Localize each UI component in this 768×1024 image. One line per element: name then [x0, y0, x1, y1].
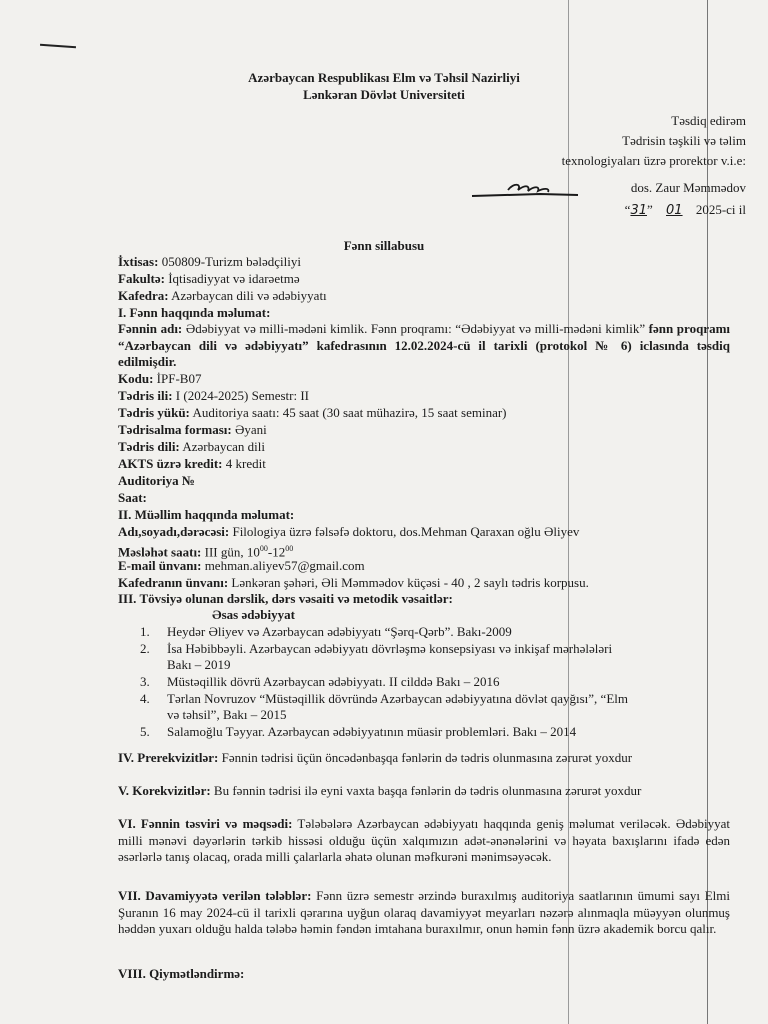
section-6-description: VI. Fənnin təsviri və məqsədi: Tələbələrə Azərbaycan ədəbiyyatı haqqında geniş məlumat veriləcək. Ədəbiyyat milli mənəvi dəyərlərin tərkib hissəsi olduğu üçün xalqımızın adət-ənənələrini və həyata baxışlarını ifadə edən əsərlərlə tanış olacaq, orada milli çalarlarla əhatə olunan məfkurəni mənimsəyəcək. [118, 816, 730, 864]
doc-title: Fənn sillabusu [343, 238, 425, 253]
section-8-heading: VIII. Qiymətləndirmə: [118, 966, 245, 981]
field-kafedra: Kafedra: Azərbaycan dili və ədəbiyyatı [118, 288, 327, 303]
field-ixtisas: İxtisas: 050809-Turizm bələdçiliyi [118, 254, 301, 269]
section-5-corequisites: V. Korekvizitlər: Bu fənnin tədrisi ilə eyni vaxta başqa fənlərin də tədris olunmasına zərurət yoxdur [118, 783, 642, 798]
field-saat: Saat: [118, 490, 147, 505]
literature-item: 3. Müstəqillik dövrü Azərbaycan ədəbiyyatı. II cilddə Bakı – 2016 [140, 674, 500, 689]
field-fenn-adi: Fənnin adı: Ədəbiyyat və milli-mədəni kimlik. Fənn proqramı: “Ədəbiyyat və milli-mədəni kimlik” fənn proqramı “Azərbaycan dili və ədəbiyyatı” kafedrasının 12.02.2024-cü il tarixli (protokol № 6) iclasında təsdiq edilmişdir. [118, 321, 731, 369]
approval-line-1: Təsdiq edirəm [671, 113, 746, 128]
approval-date: “31” 01 2025-ci il [624, 202, 746, 218]
field-teacher-name: Adı,soyadı,dərəcəsi: Filologiya üzrə fəlsəfə doktoru, dos.Mehman Qaraxan oğlu Əliyev [118, 524, 580, 539]
literature-item: 4. Tərlan Novruzov “Müstəqillik dövründə Azərbaycan ədəbiyyatına dövlət qayğısı”, “Elm və təhsil”, Bakı – 2015 [140, 691, 628, 722]
field-forma: Tədrisalma forması: Əyani [118, 422, 267, 437]
field-kodu: Kodu: İPF-B07 [118, 371, 202, 386]
field-akts: AKTS üzrə kredit: 4 kredit [118, 456, 266, 471]
date-month: 01 [666, 203, 683, 218]
section-7-attendance: VII. Davamiyyətə verilən tələblər: Fənn üzrə semestr ərzində buraxılmış auditoriya saatlarının ümumi sayı Elmi Şuranın 16 may 2024-cü il tarixli qərarına uyğun olaraq davamiyyət meyarları nəzərə alınmaqla müəyyən olunmuş həddən yuxarı olduğu halda tələbə həmin fəndən imtahana buraxılmır, onun həmin fənn üzrə akademik borcu qalır. [118, 888, 730, 936]
university-title: Lənkəran Dövlət Universiteti [303, 87, 465, 102]
approval-line-3: texnologiyaları üzrə prorektor v.i.e: [561, 153, 746, 168]
ministry-title: Azərbaycan Respublikası Elm və Təhsil Nazirliyi [248, 70, 520, 85]
field-tedris-yuku: Tədris yükü: Auditoriya saatı: 45 saat (30 saat mühazirə, 15 saat seminar) [118, 405, 507, 420]
section-3-heading: III. Tövsiyə olunan dərslik, dərs vəsaiti və metodik vəsaitlər: [118, 591, 453, 606]
approver-name: dos. Zaur Məmmədov [630, 180, 746, 195]
section-2-heading: II. Müəllim haqqında məlumat: [118, 507, 295, 522]
section-4-prerequisites: IV. Prerekvizitlər: Fənnin tədrisi üçün öncədənbaşqa fənlərin də tədris olunmasına zərurət yoxdur [118, 750, 633, 765]
field-email: E-mail ünvanı: mehman.aliyev57@gmail.com [118, 558, 365, 573]
section-1-heading: I. Fənn haqqında məlumat: [118, 305, 271, 320]
field-kafedra-address: Kafedranın ünvanı: Lənkəran şəhəri, Əli Məmmədov küçəsi - 40 , 2 saylı tədris korpusu. [118, 575, 589, 590]
date-year: 2025-ci il [695, 202, 746, 217]
pen-mark [40, 44, 76, 49]
field-tedris-ili: Tədris ili: I (2024-2025) Semestr: II [118, 388, 309, 403]
field-dil: Tədris dili: Azərbaycan dili [118, 439, 265, 454]
literature-item: 5. Salamoğlu Təyyar. Azərbaycan ədəbiyyatının müasir problemləri. Bakı – 2014 [140, 724, 577, 739]
literature-subheading: Əsas ədəbiyyat [212, 607, 295, 622]
field-consult-hours: Məsləhət saatı: III gün, $10^{00}-12^{00}$ [118, 544, 294, 560]
signature [470, 180, 580, 200]
date-day: 31 [630, 203, 647, 218]
literature-item: 2. İsa Həbibbəyli. Azərbaycan ədəbiyyatı dövrləşmə konsepsiyası və inkişaf mərhələləri Bakı – 2019 [140, 641, 613, 672]
literature-item: 1. Heydər Əliyev və Azərbaycan ədəbiyyatı “Şərq-Qərb”. Bakı-2009 [140, 624, 512, 639]
approval-line-2: Tədrisin təşkili və təlim [622, 133, 746, 148]
field-fakulte: Fakultə: İqtisadiyyat və idarəetmə [118, 271, 300, 286]
field-auditoriya: Auditoriya № [118, 473, 195, 488]
